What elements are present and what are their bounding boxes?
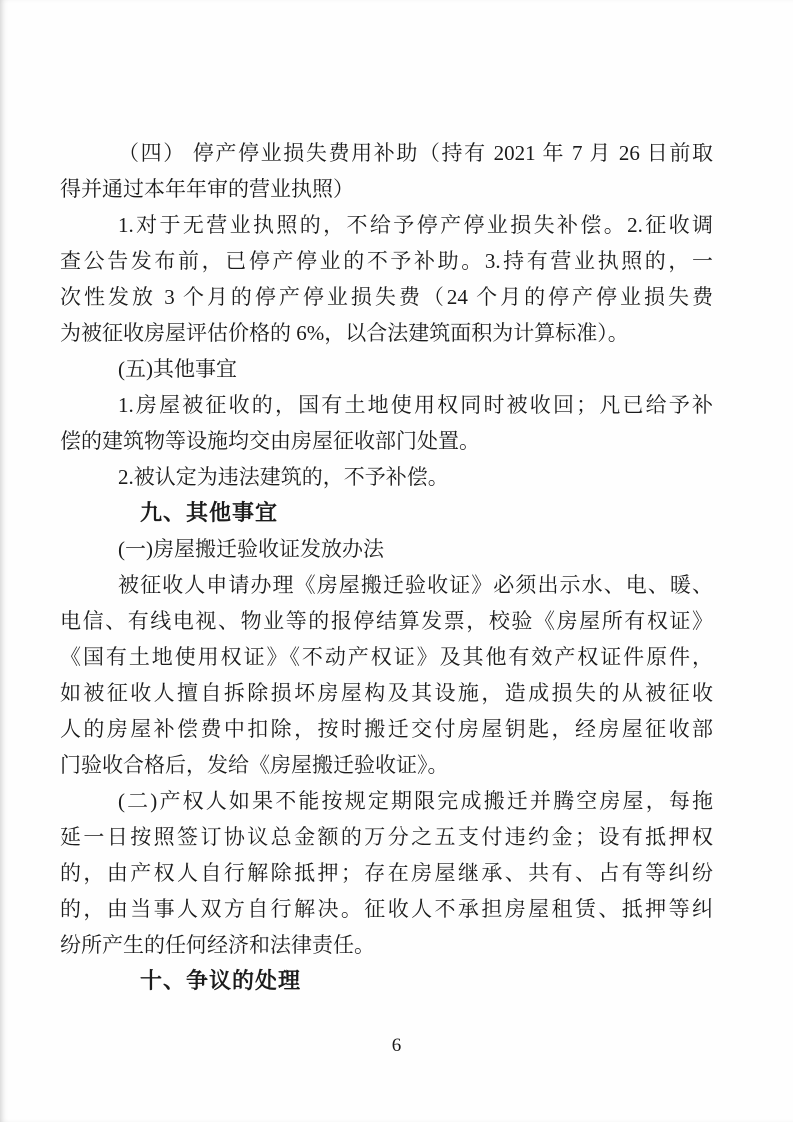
text-line: 《国有土地使用权证》《不动产权证》及其他有效产权证件原件， (60, 645, 713, 669)
text-line: 为被征收房屋评估价格的 6%，以合法建筑面积为计算标准）。 (60, 321, 629, 345)
text-line: 门验收合格后，发给《房屋搬迁验收证》。 (60, 753, 449, 777)
text-line: 的，由产权人自行解除抵押；存在房屋继承、共有、占有等纠纷 (60, 861, 713, 885)
text-line: 查公告发布前，已停产停业的不予补助。3.持有营业执照的，一 (60, 249, 713, 273)
section-heading: 九、其他事宜 (140, 500, 279, 525)
text-line: （四） 停产停业损失费用补助（持有 2021 年 7 月 26 日前取 (118, 141, 713, 165)
text-line: 1.对于无营业执照的，不给予停产停业损失补偿。2.征收调 (118, 213, 713, 237)
text-line: 1.房屋被征收的，国有土地使用权同时被收回；凡已给予补 (118, 393, 713, 417)
text-line: 的，由当事人双方自行解决。征收人不承担房屋租赁、抵押等纠 (60, 897, 713, 921)
section-heading: 十、争议的处理 (140, 968, 302, 993)
text-line: 纷所产生的任何经济和法律责任。 (60, 933, 375, 957)
text-line: (一)房屋搬迁验收证发放办法 (118, 537, 384, 561)
document-body (60, 135, 713, 999)
text-line: 被征收人申请办理《房屋搬迁验收证》必须出示水、电、暖、 (118, 573, 713, 597)
text-line: 得并通过本年年审的营业执照） (60, 177, 354, 201)
text-line: (二)产权人如果不能按规定期限完成搬迁并腾空房屋，每拖 (118, 789, 713, 813)
text-line: 电信、有线电视、物业等的报停结算发票，校验《房屋所有权证》 (60, 609, 713, 633)
text-line: 如被征收人擅自拆除损坏房屋构及其设施，造成损失的从被征收 (60, 681, 713, 705)
text-line: 次性发放 3 个月的停产停业损失费（24 个月的停产停业损失费 (60, 285, 713, 309)
page-number: 6 (391, 1035, 402, 1056)
text-line: 2.被认定为违法建筑的，不予补偿。 (118, 465, 449, 489)
text-line: 偿的建筑物等设施均交由房屋征收部门处置。 (60, 429, 480, 453)
text-line: (五)其他事宜 (118, 357, 237, 381)
text-line: 人的房屋补偿费中扣除，按时搬迁交付房屋钥匙，经房屋征收部 (60, 717, 713, 741)
text-line: 延一日按照签订协议总金额的万分之五支付违约金；设有抵押权 (60, 825, 713, 849)
